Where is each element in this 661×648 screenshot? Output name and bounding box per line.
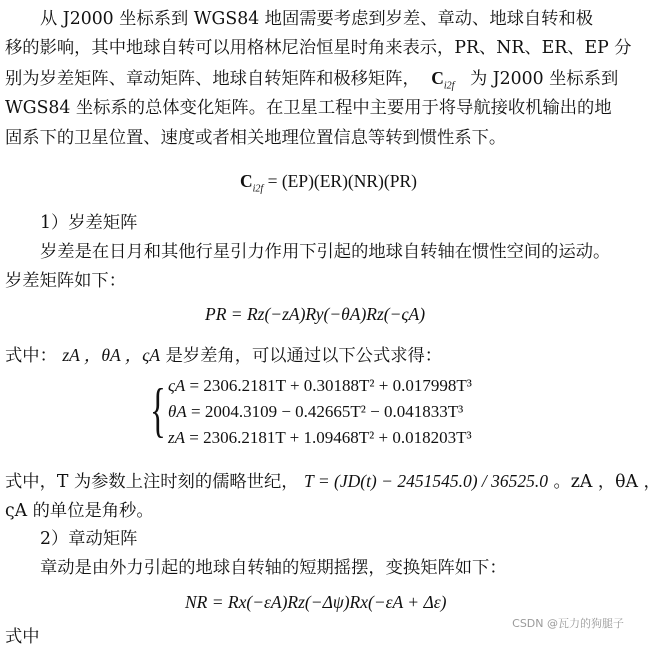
paragraph-line: ςA 的单位是角秒。 (5, 501, 154, 521)
nutation-formula: NR = Rx(−εA)Rz(−Δψ)Rx(−εA + Δε) (185, 592, 447, 612)
equation-row: θA = 2004.3109 − 0.42665T² − 0.041833T³ (168, 402, 464, 421)
paragraph-segment: 别为岁差矩阵、章动矩阵、地球自转矩阵和极移矩阵， (5, 69, 420, 89)
total-transform-equation: $C_{i2f} = (EP)(ER)(NR)(PR)$ (240, 171, 417, 195)
equation-row: zA = 2306.2181T + 1.09468T² + 0.018203T³ (168, 428, 472, 447)
paragraph-segment: 为 J2000 坐标系到 (469, 69, 619, 89)
where-line: 式中： zA ，θA ，ςA 是岁差角，可以通过以下公式求得： (5, 345, 443, 366)
section-heading: 1）岁差矩阵 (40, 213, 138, 233)
paragraph-line-cut: 式中 (5, 627, 40, 647)
paragraph-line: 岁差是在日月和其他行星引力作用下引起的地球自转轴在惯性空间的运动。 (40, 242, 611, 262)
paragraph-line: 章动是由外力引起的地球自转轴的短期摇摆，变换矩阵如下： (40, 558, 507, 578)
paragraph-line: 移的影响，其中地球自转可以用格林尼治恒星时角来表示，PR、NR、ER、EP 分 (5, 38, 632, 58)
paragraph-line: 式中，T 为参数上注时刻的儒略世纪， T = (JD(t) − 2451545.0) / 36525.0 。zA ，θA ， (5, 471, 661, 492)
paragraph-line: 岁差矩阵如下： (5, 271, 126, 291)
matrix-symbol-inline: $C_{i2f}$ (431, 68, 455, 92)
left-brace: { (150, 377, 166, 443)
precession-formula: PR = Rz(−zA)Ry(−θA)Rz(−ςA) (205, 304, 426, 324)
paragraph-line: 固系下的卫星位置、速度或者相关地理位置信息等转到惯性系下。 (5, 128, 507, 148)
watermark: CSDN @瓦力的狗腿子 (512, 617, 624, 630)
section-heading: 2）章动矩阵 (40, 529, 138, 549)
paragraph-line: 从 J2000 坐标系到 WGS84 地固需要考虑到岁差、章动、地球自转和极 (40, 9, 594, 29)
paragraph-line: WGS84 坐标系的总体变化矩阵。在卫星工程中主要用于将导航接收机输出的地 (5, 98, 612, 118)
paragraph-line (5, 67, 618, 98)
equation-row: ςA = 2306.2181T + 0.30188T² + 0.017998T³ (168, 376, 472, 395)
